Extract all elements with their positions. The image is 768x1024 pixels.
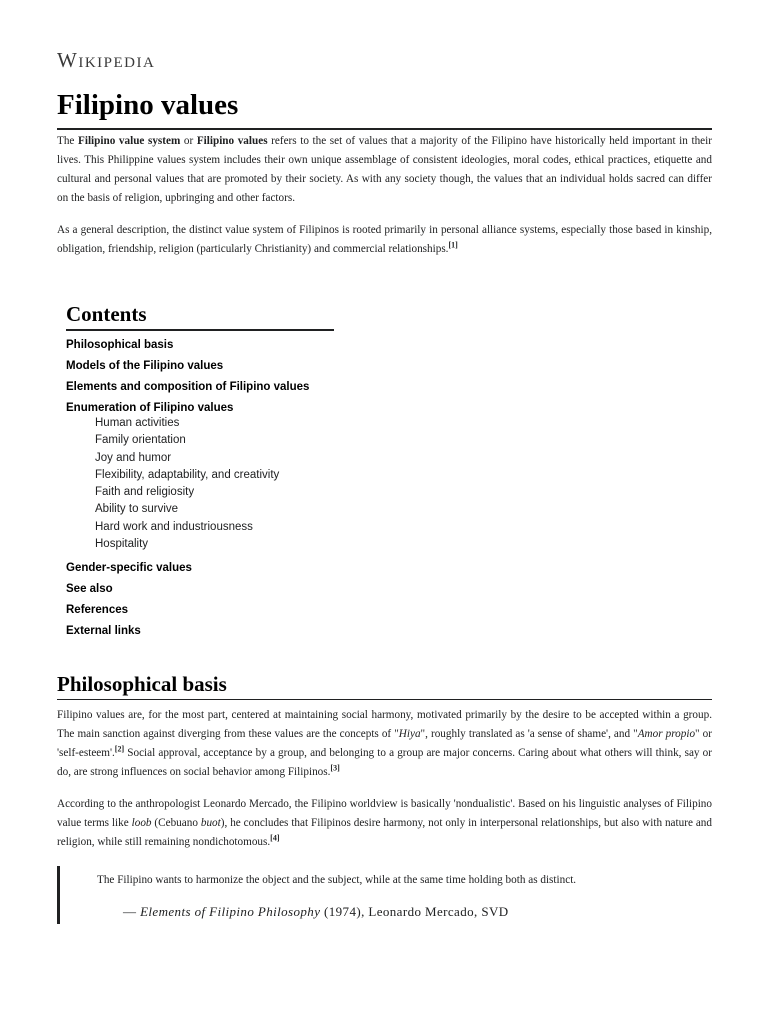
toc-subitem-family-orientation[interactable]: Family orientation <box>95 434 186 447</box>
quote-work-title: Elements of Filipino Philosophy <box>140 904 321 919</box>
toc-title: Contents <box>66 300 334 331</box>
paragraph-text: Filipino values are, for the most part, centered at maintaining social harmony, motivated primarily by the desire to be accepted within a group. The main sanction against diverging from these values are the concepts of " <box>57 709 712 740</box>
italic-term: loob <box>131 817 152 829</box>
description-text: As a general description, the distinct value system of Filipinos is rooted primarily in personal alliance systems, especially those based in kinship, obligation, friendship, religion (particularly Christianity) and commercial relationships. <box>57 224 712 255</box>
toc-subitem-ability-to-survive[interactable]: Ability to survive <box>95 503 179 516</box>
toc-sublist <box>66 415 334 553</box>
section-heading: Philosophical basis <box>57 670 712 700</box>
table-of-contents <box>66 300 334 642</box>
citation-link[interactable]: [1] <box>448 240 458 250</box>
intro-bold-term: Filipino values <box>196 135 268 147</box>
paragraph-text: According to the anthropologist Leonardo Mercado, the Filipino worldview is basically 'nondualistic'. Based on his linguistic analyses of Filipino value terms like <box>57 798 712 829</box>
toc-item-gender-specific[interactable]: Gender-specific values <box>66 562 192 575</box>
wikipedia-wordmark[interactable]: Wikipedia <box>57 48 156 72</box>
paragraph-text: ), he concludes that Filipinos desire harmony, not only in interpersonal relationships, but also with nature and religion, while still remaining nondichotomous. <box>57 817 712 848</box>
toc-item-models[interactable]: Models of the Filipino values <box>66 360 224 372</box>
intro-text: refers to the set of values that a majority of the Filipino have historically held important in their lives. This Philippine values system includes their own unique assemblage of consistent ideologies, moral codes, ethical practices, etiquette and cultural and personal values that are promoted by their society. As with any society though, the values that an individual holds sacred can differ on the basis of religion, upbringing and other factors. <box>57 135 712 204</box>
quote-dash: — <box>123 904 141 919</box>
toc-subitem-joy-and-humor[interactable]: Joy and humor <box>95 451 172 464</box>
citation-link[interactable]: [2] <box>114 744 125 754</box>
quote-text: The Filipino wants to harmonize the object and the subject, while at the same time holding both as distinct. <box>97 874 577 886</box>
toc-item-philosophical-basis[interactable]: Philosophical basis <box>66 339 174 351</box>
toc-subitem-hard-work[interactable]: Hard work and industriousness <box>95 520 253 533</box>
toc-item-references[interactable]: References <box>66 604 129 617</box>
philosophical-paragraph-1 <box>57 706 712 782</box>
paragraph-text: " or 'self-esteem'. <box>57 728 712 759</box>
blockquote <box>57 866 715 924</box>
description-paragraph <box>57 221 712 259</box>
intro-paragraph <box>57 132 712 208</box>
citation-link[interactable]: [4] <box>270 833 280 843</box>
toc-subitem-hospitality[interactable]: Hospitality <box>95 538 149 551</box>
toc-subitem-human-activities[interactable]: Human activities <box>95 417 180 429</box>
toc-item-elements[interactable]: Elements and composition of Filipino values <box>66 381 310 393</box>
toc-subitem-faith[interactable]: Faith and religiosity <box>95 486 195 499</box>
intro-text: The <box>57 135 78 147</box>
toc-item-external-links[interactable]: External links <box>66 625 141 638</box>
paragraph-text: ", roughly translated as 'a sense of shame', and " <box>420 728 638 740</box>
italic-term: buot <box>200 817 221 829</box>
toc-item-see-also[interactable]: See also <box>66 583 113 596</box>
intro-bold-term: Filipino value system <box>78 135 181 147</box>
paragraph-text: Social approval, acceptance by a group, and belonging to a group are major concerns. Caring about what others will think, say or do, are strong influences on social behavior among Filipinos. <box>57 747 712 778</box>
toc-list <box>66 335 334 642</box>
intro-text: or <box>180 135 197 147</box>
toc-item-enumeration <box>66 398 334 553</box>
toc-subitem-flexibility[interactable]: Flexibility, adaptability, and creativity <box>95 468 280 481</box>
citation-link[interactable]: [3] <box>330 763 340 773</box>
quote-source: (1974), Leonardo Mercado, SVD <box>320 904 509 919</box>
italic-term: Hiya <box>398 728 421 740</box>
toc-item-enumeration-label[interactable]: Enumeration of Filipino values <box>66 402 234 414</box>
italic-term: Amor propio <box>637 728 696 740</box>
quote-citation <box>123 904 509 920</box>
paragraph-text: (Cebuano <box>151 817 201 829</box>
philosophical-paragraph-2 <box>57 795 712 852</box>
page-title: Filipino values <box>57 82 712 130</box>
